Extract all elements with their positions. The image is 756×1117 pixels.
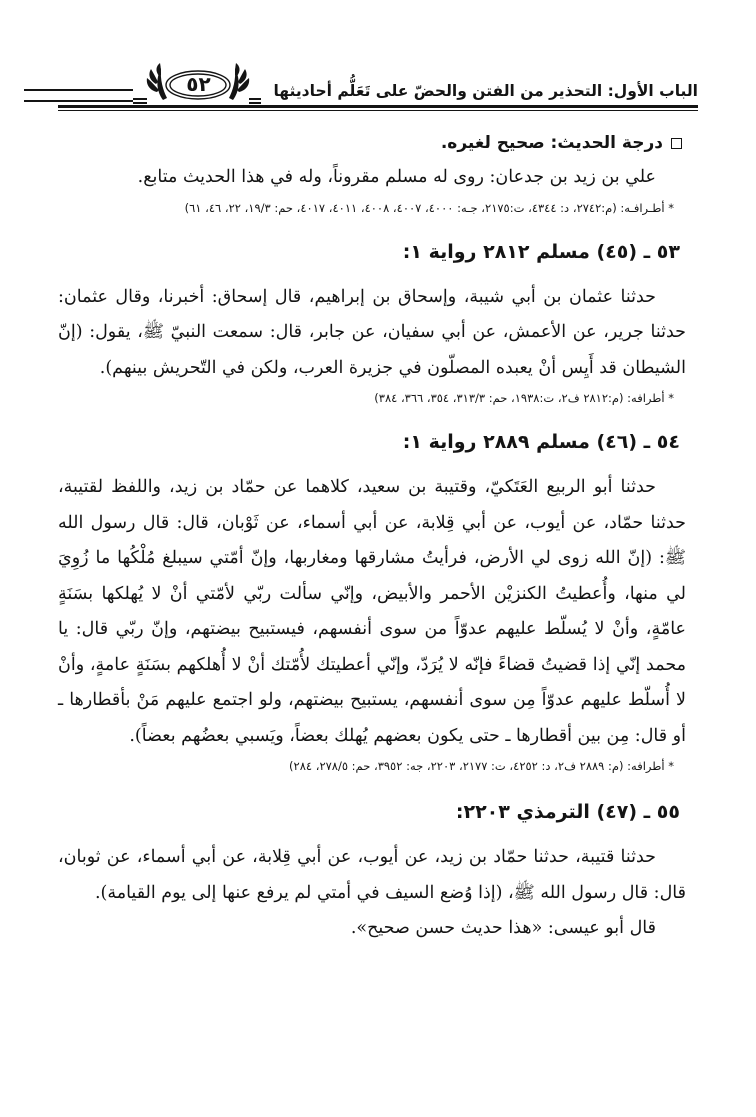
narrator-note: علي بن زيد بن جدعان: روى له مسلم مقروناً، وله في هذا الحديث متابع. [137,167,656,187]
hadith-55-title: ٥٥ ـ (٤٧) الترمذي ٢٢٠٣: [455,801,680,823]
header-title: الباب الأول: التحذير من الفتن والحضّ على تَعَلُّم أحاديثها [273,82,698,100]
header-rule [58,105,698,108]
header-double-rule [24,89,133,102]
running-header [22,62,698,108]
hadith-55-grading-quote: قال أبو عيسى: «هذا حديث حسن صحيح». [350,918,656,938]
hadith-53-atraf: * أطرافه: (م:٢٨١٢ ف٢، ت:١٩٣٨، حم: ٣١٣/٣، ٣٥٤، ٣٦٦، ٣٨٤) [374,391,674,405]
hadith-55-text: حدثنا قتيبة، حدثنا حمّاد بن زيد، عن أيوب، عن أبي قِلابة، عن أبي أسماء، عن ثوبان، قال: قال رسول الله ﷺ، (إذا وُضع السيف في أمتي لم يرفع عنها إلى يوم القيامة). [58,847,686,903]
atraf-note-prev: * أطـرافـه: (م:٢٧٤٢، د: ٤٣٤٤، ت:٢١٧٥، جـه: ٤٠٠٠، ٤٠٠٧، ٤٠٠٨، ٤٠١١، ٤٠١٧، حم: ١٩/٣، ٢٢، ٤٦، ٦١) [184,200,674,215]
page-number: ٥٢ [186,72,211,96]
hadith-53-title: ٥٣ ـ (٤٥) مسلم ٢٨١٢ رواية ١: [402,240,680,263]
hadith-54-title: ٥٤ ـ (٤٦) مسلم ٢٨٨٩ رواية ١: [402,431,680,453]
hadith-54-atraf: * أطرافه: (م: ٢٨٨٩ ف٢، د: ٤٢٥٢، ت: ٢١٧٧، ٢٢٠٣، جه: ٣٩٥٢، حم: ٢٧٨/٥، ٢٨٤) [289,759,674,773]
hadith-54-text: حدثنا أبو الربيع العَتَكيّ، وقتيبة بن سعيد، كلاهما عن حمّاد بن زيد، واللفظ لقتيبة، حدثنا حمّاد، عن أيوب، عن أبي قِلابة، عن أبي أسماء، عن ثَوْبان، قال: قال رسول الله ﷺ: (إنّ الله زوى لي الأرض، فرأيتُ مشارقها ومغاربها، وإنّ أمّتي سيبلغ مُلْكُها ما زُوِيَ لي منها، وأُعطيتُ الكنزيْن الأحمر والأبيض، وإنّي سألت ربّي لأمّتي أنْ لا يُهلكها بسَنَةٍ عامّةٍ، وأنْ لا يُسلّط عليهم عدوّاً من سوى أنفسهم، فيستبيح بيضتهم، وإنّ ربّي قال: يا محمد إنّي إذا قضيتُ قضاءً فإنّه لا يُرَدّ، وإنّي أعطيتك لأُمّتك أنْ لا أُهلكهم بسَنَةٍ عامةٍ، وأنْ لا أُسلّط عليهم عدوّاً مِن سوى أنفسهم، يستبيح بيضتهم، ولو اجتمع عليهم مَنْ بأقطارها ـ أو قال: مِن بين أقطارها ـ حتى يكون بعضهم يُهلك بعضاً، ويَسبي بعضُهم بعضاً). [58,477,686,746]
hadith-grade [58,126,682,160]
hadith-grade-text: درجة الحديث: صحيح لغيره. [440,133,663,153]
hadith-53-text: حدثنا عثمان بن أبي شيبة، وإسحاق بن إبراهيم، قال إسحاق: أخبرنا، وقال عثمان: حدثنا جرير، عن الأعمش، عن أبي سفيان، عن جابر، قال: سمعت النبيّ ﷺ، يقول: (إنّ الشيطان قد أَيِس أنْ يعبده المصلّون في جزيرة العرب، ولكن في التّحريش بينهم). [58,286,686,378]
page-body [58,126,686,947]
square-bullet-icon [671,138,682,149]
header-rule-thin [58,110,698,111]
page-number-ornament [133,62,261,108]
